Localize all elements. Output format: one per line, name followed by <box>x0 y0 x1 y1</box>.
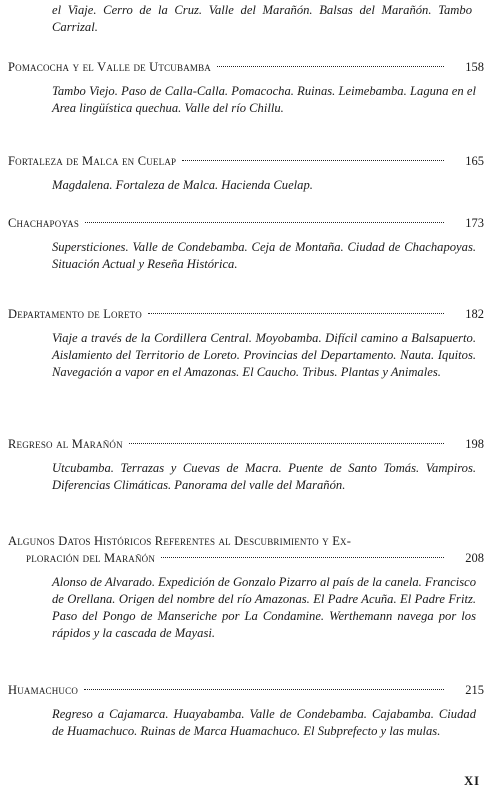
dot-leader <box>85 222 444 223</box>
dot-leader <box>161 557 444 558</box>
toc-entry-heading <box>8 153 484 170</box>
toc-entry-description: Regreso a Cajamarca. Huayabamba. Valle de Condebamba. Cajabamba. Ciudad de Huamachuco. Ruinas de Marca Huamachuco. El Subprefecto y las mulas. <box>52 707 476 738</box>
toc-entry-title: Algunos Datos Históricos Referentes al Descubrimiento y Ex- <box>8 534 352 548</box>
toc-entry-title: Departamento de Loreto <box>8 307 142 321</box>
toc-entry-heading <box>8 215 484 232</box>
dot-leader <box>182 160 444 161</box>
toc-entry-description: Supersticiones. Valle de Condebamba. Ceja de Montaña. Ciudad de Chachapoyas. Situación Actual y Reseña Histórica. <box>52 240 476 271</box>
toc-entry-description: Magdalena. Fortaleza de Malca. Hacienda Cuelap. <box>52 178 313 192</box>
dot-leader <box>84 689 444 690</box>
toc-entry-description: Alonso de Alvarado. Expedición de Gonzalo Pizarro al país de la canela. Francisco de Orellana. Origen del nombre del río Amazonas. El Padre Acuña. El Padre Fritz. Paso del Pongo de Manseriche por La Condamine. Werthemann navega por los rápidos y la cascada de Mayasi. <box>52 575 476 640</box>
toc-entry-title: Chachapoyas <box>8 216 80 230</box>
toc-entry-page-number: 158 <box>465 60 484 74</box>
toc-entry <box>8 436 484 494</box>
toc-entry-page-number: 165 <box>465 154 484 168</box>
toc-entry <box>8 533 484 642</box>
toc-entry-title: Regreso al Marañón <box>8 437 123 451</box>
toc-entry-title: Pomacocha y el Valle de Utcubamba <box>8 60 212 74</box>
toc-entry-page-number: 198 <box>465 437 484 451</box>
toc-entry <box>8 306 484 381</box>
toc-entry-title: Huamachuco <box>8 683 79 697</box>
toc-entry-description: Utcubamba. Terrazas y Cuevas de Macra. Puente de Santo Tomás. Vampiros. Diferencias Climáticas. Panorama del valle del Marañón. <box>52 461 476 492</box>
dot-leader <box>148 313 444 314</box>
toc-entry <box>8 153 484 194</box>
toc-entry-heading <box>8 436 484 453</box>
toc-entry <box>8 682 484 740</box>
toc-entry-title: Fortaleza de Malca en Cuelap <box>8 154 177 168</box>
toc-entry-description: Tambo Viejo. Paso de Calla-Calla. Pomacocha. Ruinas. Leimebamba. Laguna en el Area lingüística quechua. Valle del río Chillu. <box>52 84 476 115</box>
toc-entry-heading <box>8 682 484 699</box>
toc-entry <box>8 59 484 117</box>
toc-continued-description: el Viaje. Cerro de la Cruz. Valle del Marañón. Balsas del Marañón. Tambo Carrizal. <box>52 3 472 34</box>
page-folio-number: XI <box>464 774 480 788</box>
toc-entry-page-number: 182 <box>465 307 484 321</box>
dot-leader <box>129 443 444 444</box>
toc-entry-page-number: 173 <box>465 216 484 230</box>
toc-entry <box>8 215 484 273</box>
toc-entry-heading <box>8 59 484 76</box>
toc-entry-page-number: 215 <box>465 683 484 697</box>
dot-leader <box>217 66 444 67</box>
toc-entry-page-number: 208 <box>465 551 484 565</box>
toc-entry-description: Viaje a través de la Cordillera Central. Moyobamba. Difícil camino a Balsapuerto. Aislamiento del Territorio de Loreto. Provincias del Departamento. Nauta. Iquitos. Navegación a vapor en el Amazonas. El Caucho. Tribus. Plantas y Animales. <box>52 331 476 379</box>
toc-entry-title-continued: ploración del Marañón <box>26 551 156 565</box>
toc-entry-heading <box>8 306 484 323</box>
toc-entry-heading <box>26 550 484 567</box>
